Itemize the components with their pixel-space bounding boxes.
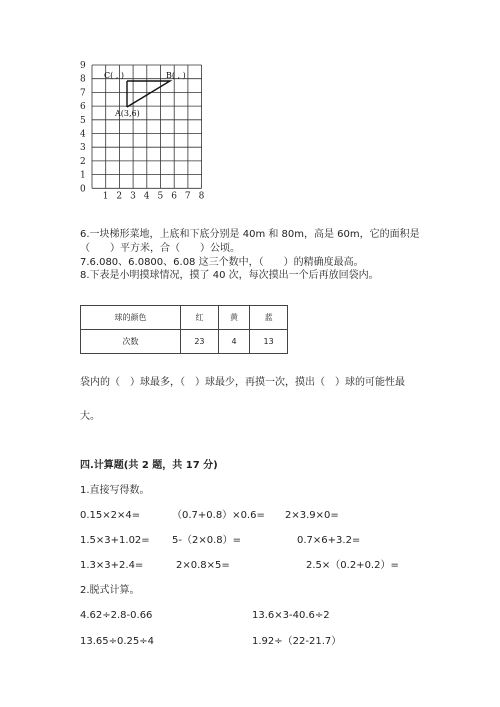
table-row xyxy=(81,306,288,330)
y-tick-label: 4 xyxy=(80,129,86,140)
y-tick-label: 2 xyxy=(80,156,86,167)
x-tick-label: 7 xyxy=(184,191,191,202)
coordinate-grid xyxy=(70,56,210,206)
direct-r2-c1: 1.5×3+1.02= xyxy=(80,535,150,546)
table-cell: 次数 xyxy=(81,330,181,354)
direct-r1-c1: 0.15×2×4= xyxy=(80,510,141,521)
y-tick-label: 7 xyxy=(80,88,86,99)
y-tick-label: 8 xyxy=(80,74,86,85)
x-tick-label: 5 xyxy=(157,191,164,202)
direct-r1-c2: （0.7+0.8）×0.6= xyxy=(172,510,265,521)
label-a: A(3,6) xyxy=(115,109,140,118)
part1-title: 1.直接写得数。 xyxy=(80,485,150,496)
calc-r2-c2: 1.92÷（22-21.7） xyxy=(252,636,342,647)
direct-r1-c3: 2×3.9×0= xyxy=(285,510,339,521)
direct-r2-c3: 0.7×6+3.2= xyxy=(297,535,361,546)
direct-r3-c2: 2×0.8×5= xyxy=(176,560,230,571)
ball-tally-table xyxy=(80,305,288,354)
q6-line2: （ ）平方米，合（ ）公顷。 xyxy=(80,243,240,254)
table-cell: 蓝 xyxy=(250,306,288,330)
q8-answer-line1: 袋内的（ ）球最多，（ ）球最少，再摸一次，摸出（ ）球的可能性最 xyxy=(80,377,405,388)
grid-figure xyxy=(70,56,210,206)
label-c: C( , ) xyxy=(104,71,124,80)
y-tick-label: 3 xyxy=(80,143,86,154)
y-tick-label: 5 xyxy=(80,115,86,126)
table-cell: 23 xyxy=(181,330,219,354)
direct-r3-c3: 2.5×（0.2+0.2）= xyxy=(306,560,399,571)
q8-answer-line2: 大。 xyxy=(80,411,100,422)
table-cell: 13 xyxy=(250,330,288,354)
direct-r2-c2: 5-（2×0.8）= xyxy=(172,535,241,546)
table-cell: 4 xyxy=(218,330,249,354)
y-tick-label: 1 xyxy=(80,170,86,181)
q6-line1: 6.一块梯形菜地，上底和下底分别是 40m 和 80m，高是 60m，它的面积是 xyxy=(80,229,420,240)
y-tick-label: 6 xyxy=(80,102,86,113)
label-b: B( , ) xyxy=(166,71,186,80)
x-tick-label: 2 xyxy=(116,191,123,202)
x-tick-label: 1 xyxy=(102,191,109,202)
table-cell: 黄 xyxy=(218,306,249,330)
calc-r1-c1: 4.62÷2.8-0.66 xyxy=(80,610,153,621)
calc-r2-c1: 13.65÷0.25÷4 xyxy=(80,636,155,647)
calc-r1-c2: 13.6×3-40.6÷2 xyxy=(252,610,330,621)
x-tick-label: 6 xyxy=(171,191,177,202)
direct-r3-c1: 1.3×3+2.4= xyxy=(80,560,144,571)
x-tick-label: 3 xyxy=(130,191,136,202)
section-title: 四.计算题(共 2 题，共 17 分) xyxy=(80,460,218,471)
x-tick-label: 4 xyxy=(143,191,150,202)
q7: 7.6.080、6.0800、6.08 这三个数中，（ ）的精确度最高。 xyxy=(80,257,364,268)
y-tick-label: 0 xyxy=(80,184,86,195)
part2-title: 2.脱式计算。 xyxy=(80,585,140,596)
q8: 8.下表是小明摸球情况，摸了 40 次，每次摸出一个后再放回袋内。 xyxy=(80,270,379,281)
table-row xyxy=(81,330,288,354)
x-tick-label: 8 xyxy=(198,191,205,202)
table-cell: 红 xyxy=(181,306,219,330)
y-tick-label: 9 xyxy=(80,61,86,71)
table-cell: 球的颜色 xyxy=(81,306,181,330)
